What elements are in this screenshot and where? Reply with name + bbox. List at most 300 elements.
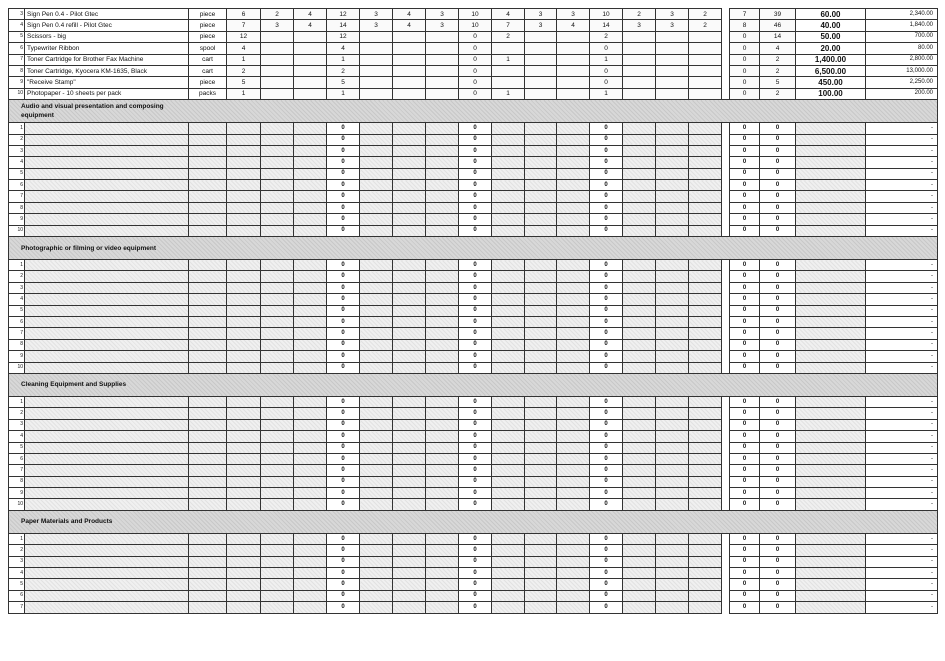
qty-cell[interactable] [689, 191, 722, 202]
amount-cell[interactable]: - [866, 396, 938, 407]
qty-cell[interactable] [492, 260, 525, 271]
qty-cell[interactable]: 0 [459, 77, 492, 88]
qty-cell[interactable] [525, 305, 557, 316]
qty-cell[interactable] [689, 579, 722, 590]
qty-cell[interactable] [525, 488, 557, 499]
qty-cell[interactable]: 3 [623, 20, 656, 31]
qty-cell[interactable] [393, 408, 426, 419]
qty-cell[interactable]: 0 [459, 499, 492, 510]
qty-cell[interactable] [393, 202, 426, 213]
qty-cell[interactable] [623, 191, 656, 202]
qty-cell[interactable] [426, 488, 459, 499]
unit-cell[interactable] [189, 145, 227, 156]
qty-cell[interactable] [294, 123, 327, 134]
qty-cell[interactable] [557, 54, 590, 65]
qty-cell[interactable] [393, 453, 426, 464]
qty-cell[interactable] [557, 157, 590, 168]
qty-cell[interactable] [689, 43, 722, 54]
qty-cell[interactable] [492, 419, 525, 430]
qty-cell[interactable]: 0 [590, 123, 623, 134]
qty-cell[interactable] [689, 408, 722, 419]
qty-cell[interactable] [525, 77, 557, 88]
amount-cell[interactable]: 13,000.00 [866, 65, 938, 76]
qty-cell[interactable] [360, 590, 393, 601]
qty-cell[interactable] [623, 488, 656, 499]
total-qty-cell[interactable]: 0 [760, 157, 796, 168]
row-number[interactable]: 1 [9, 260, 25, 271]
qty-cell[interactable] [492, 499, 525, 510]
amount-cell[interactable]: - [866, 214, 938, 225]
qty-cell[interactable] [360, 602, 393, 613]
qty-cell[interactable] [261, 180, 294, 191]
qty-cell[interactable]: 0 [730, 590, 760, 601]
qty-cell[interactable]: 0 [459, 157, 492, 168]
unit-price-cell[interactable] [796, 282, 866, 293]
qty-cell[interactable] [525, 453, 557, 464]
qty-cell[interactable] [557, 396, 590, 407]
qty-cell[interactable] [557, 556, 590, 567]
row-number[interactable]: 7 [9, 465, 25, 476]
unit-cell[interactable] [189, 225, 227, 236]
qty-cell[interactable] [360, 282, 393, 293]
qty-cell[interactable] [623, 134, 656, 145]
amount-cell[interactable]: - [866, 453, 938, 464]
qty-cell[interactable] [557, 31, 590, 42]
qty-cell[interactable]: 4 [294, 9, 327, 20]
qty-cell[interactable] [492, 180, 525, 191]
qty-cell[interactable] [557, 419, 590, 430]
qty-cell[interactable]: 0 [730, 65, 760, 76]
qty-cell[interactable] [525, 465, 557, 476]
qty-cell[interactable] [294, 408, 327, 419]
qty-cell[interactable]: 0 [730, 431, 760, 442]
qty-cell[interactable] [689, 488, 722, 499]
amount-cell[interactable]: 2,250.00 [866, 77, 938, 88]
qty-cell[interactable]: 0 [327, 442, 360, 453]
total-qty-cell[interactable]: 0 [760, 180, 796, 191]
amount-cell[interactable]: - [866, 408, 938, 419]
qty-cell[interactable] [294, 65, 327, 76]
qty-cell[interactable] [393, 65, 426, 76]
qty-cell[interactable] [557, 282, 590, 293]
qty-cell[interactable] [426, 396, 459, 407]
qty-cell[interactable]: 0 [459, 465, 492, 476]
qty-cell[interactable] [656, 145, 689, 156]
qty-cell[interactable] [426, 351, 459, 362]
amount-cell[interactable]: - [866, 339, 938, 350]
qty-cell[interactable] [261, 145, 294, 156]
qty-cell[interactable] [426, 316, 459, 327]
qty-cell[interactable] [656, 556, 689, 567]
qty-cell[interactable] [393, 260, 426, 271]
row-number[interactable]: 6 [9, 590, 25, 601]
qty-cell[interactable] [227, 442, 261, 453]
qty-cell[interactable]: 0 [590, 442, 623, 453]
unit-cell[interactable] [189, 123, 227, 134]
unit-cell[interactable]: spool [189, 43, 227, 54]
qty-cell[interactable] [689, 168, 722, 179]
item-description[interactable] [25, 590, 189, 601]
qty-cell[interactable] [294, 602, 327, 613]
qty-cell[interactable] [492, 77, 525, 88]
row-number[interactable]: 1 [9, 123, 25, 134]
qty-cell[interactable] [393, 351, 426, 362]
qty-cell[interactable]: 0 [327, 157, 360, 168]
qty-cell[interactable]: 0 [730, 191, 760, 202]
qty-cell[interactable]: 0 [459, 145, 492, 156]
qty-cell[interactable] [689, 545, 722, 556]
qty-cell[interactable]: 0 [730, 54, 760, 65]
qty-cell[interactable] [426, 134, 459, 145]
qty-cell[interactable]: 0 [590, 590, 623, 601]
qty-cell[interactable] [426, 77, 459, 88]
qty-cell[interactable] [656, 305, 689, 316]
unit-cell[interactable]: piece [189, 9, 227, 20]
qty-cell[interactable]: 0 [730, 328, 760, 339]
qty-cell[interactable]: 0 [730, 453, 760, 464]
qty-cell[interactable] [393, 556, 426, 567]
qty-cell[interactable] [656, 282, 689, 293]
qty-cell[interactable]: 0 [327, 533, 360, 544]
qty-cell[interactable] [525, 294, 557, 305]
qty-cell[interactable] [360, 214, 393, 225]
unit-cell[interactable] [189, 214, 227, 225]
qty-cell[interactable] [261, 214, 294, 225]
qty-cell[interactable] [689, 145, 722, 156]
qty-cell[interactable] [294, 556, 327, 567]
unit-price-cell[interactable] [796, 533, 866, 544]
qty-cell[interactable]: 0 [590, 225, 623, 236]
qty-cell[interactable] [525, 31, 557, 42]
total-qty-cell[interactable]: 0 [760, 453, 796, 464]
qty-cell[interactable]: 0 [590, 145, 623, 156]
total-qty-cell[interactable]: 0 [760, 396, 796, 407]
unit-price-cell[interactable]: 6,500.00 [796, 65, 866, 76]
item-description[interactable] [25, 579, 189, 590]
qty-cell[interactable] [426, 54, 459, 65]
qty-cell[interactable]: 0 [730, 271, 760, 282]
amount-cell[interactable]: - [866, 602, 938, 613]
qty-cell[interactable] [557, 271, 590, 282]
qty-cell[interactable] [689, 260, 722, 271]
qty-cell[interactable] [261, 602, 294, 613]
qty-cell[interactable] [623, 271, 656, 282]
total-qty-cell[interactable]: 0 [760, 271, 796, 282]
amount-cell[interactable]: - [866, 476, 938, 487]
amount-cell[interactable]: 700.00 [866, 31, 938, 42]
total-qty-cell[interactable]: 0 [760, 294, 796, 305]
qty-cell[interactable] [656, 362, 689, 373]
qty-cell[interactable]: 0 [327, 134, 360, 145]
qty-cell[interactable]: 0 [459, 556, 492, 567]
qty-cell[interactable] [294, 294, 327, 305]
qty-cell[interactable] [623, 568, 656, 579]
qty-cell[interactable] [689, 31, 722, 42]
row-number[interactable]: 6 [9, 453, 25, 464]
row-number[interactable]: 6 [9, 43, 25, 54]
qty-cell[interactable]: 4 [557, 20, 590, 31]
qty-cell[interactable] [623, 339, 656, 350]
qty-cell[interactable] [294, 396, 327, 407]
qty-cell[interactable]: 0 [327, 145, 360, 156]
qty-cell[interactable]: 0 [590, 191, 623, 202]
qty-cell[interactable] [557, 305, 590, 316]
qty-cell[interactable]: 0 [590, 545, 623, 556]
qty-cell[interactable] [525, 65, 557, 76]
qty-cell[interactable] [623, 225, 656, 236]
qty-cell[interactable] [294, 202, 327, 213]
qty-cell[interactable] [656, 568, 689, 579]
qty-cell[interactable] [360, 88, 393, 99]
qty-cell[interactable] [294, 442, 327, 453]
qty-cell[interactable]: 4 [393, 9, 426, 20]
unit-price-cell[interactable] [796, 191, 866, 202]
total-qty-cell[interactable]: 0 [760, 202, 796, 213]
total-qty-cell[interactable]: 2 [760, 65, 796, 76]
qty-cell[interactable] [623, 408, 656, 419]
unit-price-cell[interactable]: 40.00 [796, 20, 866, 31]
amount-cell[interactable]: - [866, 271, 938, 282]
qty-cell[interactable] [492, 123, 525, 134]
qty-cell[interactable] [227, 465, 261, 476]
qty-cell[interactable] [261, 294, 294, 305]
item-description[interactable]: Typewriter Ribbon [25, 43, 189, 54]
unit-cell[interactable] [189, 419, 227, 430]
qty-cell[interactable]: 0 [459, 568, 492, 579]
qty-cell[interactable]: 0 [459, 305, 492, 316]
unit-price-cell[interactable] [796, 590, 866, 601]
qty-cell[interactable] [689, 305, 722, 316]
qty-cell[interactable] [525, 351, 557, 362]
qty-cell[interactable]: 1 [492, 54, 525, 65]
qty-cell[interactable]: 0 [327, 579, 360, 590]
qty-cell[interactable] [557, 214, 590, 225]
qty-cell[interactable]: 0 [590, 316, 623, 327]
qty-cell[interactable] [261, 54, 294, 65]
total-qty-cell[interactable]: 0 [760, 408, 796, 419]
unit-cell[interactable] [189, 465, 227, 476]
qty-cell[interactable] [227, 476, 261, 487]
qty-cell[interactable] [689, 180, 722, 191]
qty-cell[interactable]: 0 [327, 362, 360, 373]
row-number[interactable]: 8 [9, 476, 25, 487]
qty-cell[interactable] [393, 54, 426, 65]
qty-cell[interactable] [689, 123, 722, 134]
qty-cell[interactable] [492, 568, 525, 579]
amount-cell[interactable]: - [866, 533, 938, 544]
qty-cell[interactable] [525, 145, 557, 156]
total-qty-cell[interactable]: 46 [760, 20, 796, 31]
qty-cell[interactable]: 0 [459, 488, 492, 499]
qty-cell[interactable]: 0 [327, 602, 360, 613]
qty-cell[interactable] [656, 328, 689, 339]
qty-cell[interactable]: 2 [689, 20, 722, 31]
qty-cell[interactable] [492, 43, 525, 54]
qty-cell[interactable] [689, 294, 722, 305]
qty-cell[interactable] [656, 202, 689, 213]
qty-cell[interactable] [623, 499, 656, 510]
qty-cell[interactable] [689, 282, 722, 293]
qty-cell[interactable] [393, 168, 426, 179]
qty-cell[interactable]: 0 [590, 362, 623, 373]
total-qty-cell[interactable]: 0 [760, 328, 796, 339]
qty-cell[interactable]: 0 [730, 282, 760, 293]
qty-cell[interactable]: 0 [590, 476, 623, 487]
row-number[interactable]: 4 [9, 431, 25, 442]
unit-cell[interactable] [189, 533, 227, 544]
qty-cell[interactable] [623, 43, 656, 54]
qty-cell[interactable] [656, 419, 689, 430]
qty-cell[interactable] [393, 476, 426, 487]
amount-cell[interactable]: - [866, 134, 938, 145]
qty-cell[interactable]: 0 [730, 305, 760, 316]
qty-cell[interactable] [525, 499, 557, 510]
qty-cell[interactable] [656, 339, 689, 350]
qty-cell[interactable] [294, 43, 327, 54]
qty-cell[interactable]: 0 [459, 590, 492, 601]
qty-cell[interactable] [294, 54, 327, 65]
total-qty-cell[interactable]: 0 [760, 145, 796, 156]
unit-cell[interactable]: packs [189, 88, 227, 99]
amount-cell[interactable]: - [866, 419, 938, 430]
qty-cell[interactable]: 2 [227, 65, 261, 76]
qty-cell[interactable]: 0 [459, 545, 492, 556]
qty-cell[interactable]: 0 [590, 556, 623, 567]
qty-cell[interactable]: 0 [459, 180, 492, 191]
qty-cell[interactable] [294, 88, 327, 99]
qty-cell[interactable] [227, 316, 261, 327]
row-number[interactable]: 10 [9, 499, 25, 510]
qty-cell[interactable] [426, 602, 459, 613]
qty-cell[interactable]: 0 [327, 202, 360, 213]
qty-cell[interactable] [557, 488, 590, 499]
unit-cell[interactable]: piece [189, 20, 227, 31]
qty-cell[interactable] [623, 590, 656, 601]
qty-cell[interactable] [623, 419, 656, 430]
total-qty-cell[interactable]: 39 [760, 9, 796, 20]
qty-cell[interactable] [689, 316, 722, 327]
qty-cell[interactable]: 0 [730, 88, 760, 99]
qty-cell[interactable] [623, 168, 656, 179]
qty-cell[interactable] [426, 88, 459, 99]
amount-cell[interactable]: - [866, 556, 938, 567]
amount-cell[interactable]: - [866, 260, 938, 271]
item-description[interactable]: Photopaper - 10 sheets per pack [25, 88, 189, 99]
qty-cell[interactable]: 4 [393, 20, 426, 31]
total-qty-cell[interactable]: 0 [760, 476, 796, 487]
qty-cell[interactable] [227, 328, 261, 339]
qty-cell[interactable]: 0 [459, 408, 492, 419]
qty-cell[interactable]: 0 [327, 294, 360, 305]
qty-cell[interactable]: 0 [459, 294, 492, 305]
qty-cell[interactable]: 0 [590, 351, 623, 362]
qty-cell[interactable] [426, 157, 459, 168]
qty-cell[interactable] [261, 590, 294, 601]
qty-cell[interactable] [227, 225, 261, 236]
qty-cell[interactable]: 0 [327, 408, 360, 419]
qty-cell[interactable] [525, 260, 557, 271]
qty-cell[interactable] [360, 568, 393, 579]
qty-cell[interactable] [360, 442, 393, 453]
qty-cell[interactable] [492, 602, 525, 613]
qty-cell[interactable] [426, 339, 459, 350]
qty-cell[interactable] [557, 579, 590, 590]
qty-cell[interactable] [261, 260, 294, 271]
qty-cell[interactable] [294, 180, 327, 191]
qty-cell[interactable]: 2 [689, 9, 722, 20]
qty-cell[interactable] [227, 305, 261, 316]
qty-cell[interactable] [492, 351, 525, 362]
unit-cell[interactable]: cart [189, 54, 227, 65]
unit-cell[interactable] [189, 499, 227, 510]
amount-cell[interactable]: 1,840.00 [866, 20, 938, 31]
qty-cell[interactable] [557, 202, 590, 213]
qty-cell[interactable] [492, 214, 525, 225]
qty-cell[interactable]: 0 [590, 168, 623, 179]
total-qty-cell[interactable]: 0 [760, 602, 796, 613]
item-description[interactable] [25, 157, 189, 168]
qty-cell[interactable]: 0 [459, 362, 492, 373]
qty-cell[interactable]: 0 [730, 43, 760, 54]
unit-price-cell[interactable] [796, 453, 866, 464]
qty-cell[interactable] [656, 351, 689, 362]
qty-cell[interactable]: 0 [730, 351, 760, 362]
qty-cell[interactable]: 0 [327, 351, 360, 362]
unit-cell[interactable] [189, 305, 227, 316]
qty-cell[interactable] [360, 453, 393, 464]
qty-cell[interactable] [426, 362, 459, 373]
total-qty-cell[interactable]: 0 [760, 431, 796, 442]
unit-price-cell[interactable] [796, 396, 866, 407]
qty-cell[interactable]: 1 [590, 88, 623, 99]
qty-cell[interactable] [623, 556, 656, 567]
qty-cell[interactable] [294, 579, 327, 590]
qty-cell[interactable]: 0 [459, 396, 492, 407]
amount-cell[interactable]: - [866, 442, 938, 453]
qty-cell[interactable] [426, 545, 459, 556]
qty-cell[interactable] [656, 294, 689, 305]
qty-cell[interactable] [360, 77, 393, 88]
qty-cell[interactable] [492, 157, 525, 168]
row-number[interactable]: 3 [9, 282, 25, 293]
qty-cell[interactable] [261, 282, 294, 293]
qty-cell[interactable] [360, 31, 393, 42]
qty-cell[interactable]: 0 [459, 316, 492, 327]
qty-cell[interactable] [393, 31, 426, 42]
qty-cell[interactable]: 14 [327, 20, 360, 31]
item-description[interactable] [25, 134, 189, 145]
amount-cell[interactable]: - [866, 168, 938, 179]
qty-cell[interactable]: 0 [590, 568, 623, 579]
qty-cell[interactable] [426, 442, 459, 453]
qty-cell[interactable] [689, 465, 722, 476]
qty-cell[interactable] [689, 453, 722, 464]
qty-cell[interactable] [492, 168, 525, 179]
qty-cell[interactable] [426, 465, 459, 476]
qty-cell[interactable]: 7 [730, 9, 760, 20]
total-qty-cell[interactable]: 0 [760, 339, 796, 350]
unit-price-cell[interactable] [796, 602, 866, 613]
qty-cell[interactable] [525, 180, 557, 191]
qty-cell[interactable]: 0 [327, 465, 360, 476]
qty-cell[interactable] [393, 282, 426, 293]
qty-cell[interactable]: 0 [459, 31, 492, 42]
qty-cell[interactable]: 0 [327, 271, 360, 282]
qty-cell[interactable] [360, 191, 393, 202]
total-qty-cell[interactable]: 0 [760, 465, 796, 476]
unit-cell[interactable] [189, 396, 227, 407]
qty-cell[interactable] [360, 556, 393, 567]
